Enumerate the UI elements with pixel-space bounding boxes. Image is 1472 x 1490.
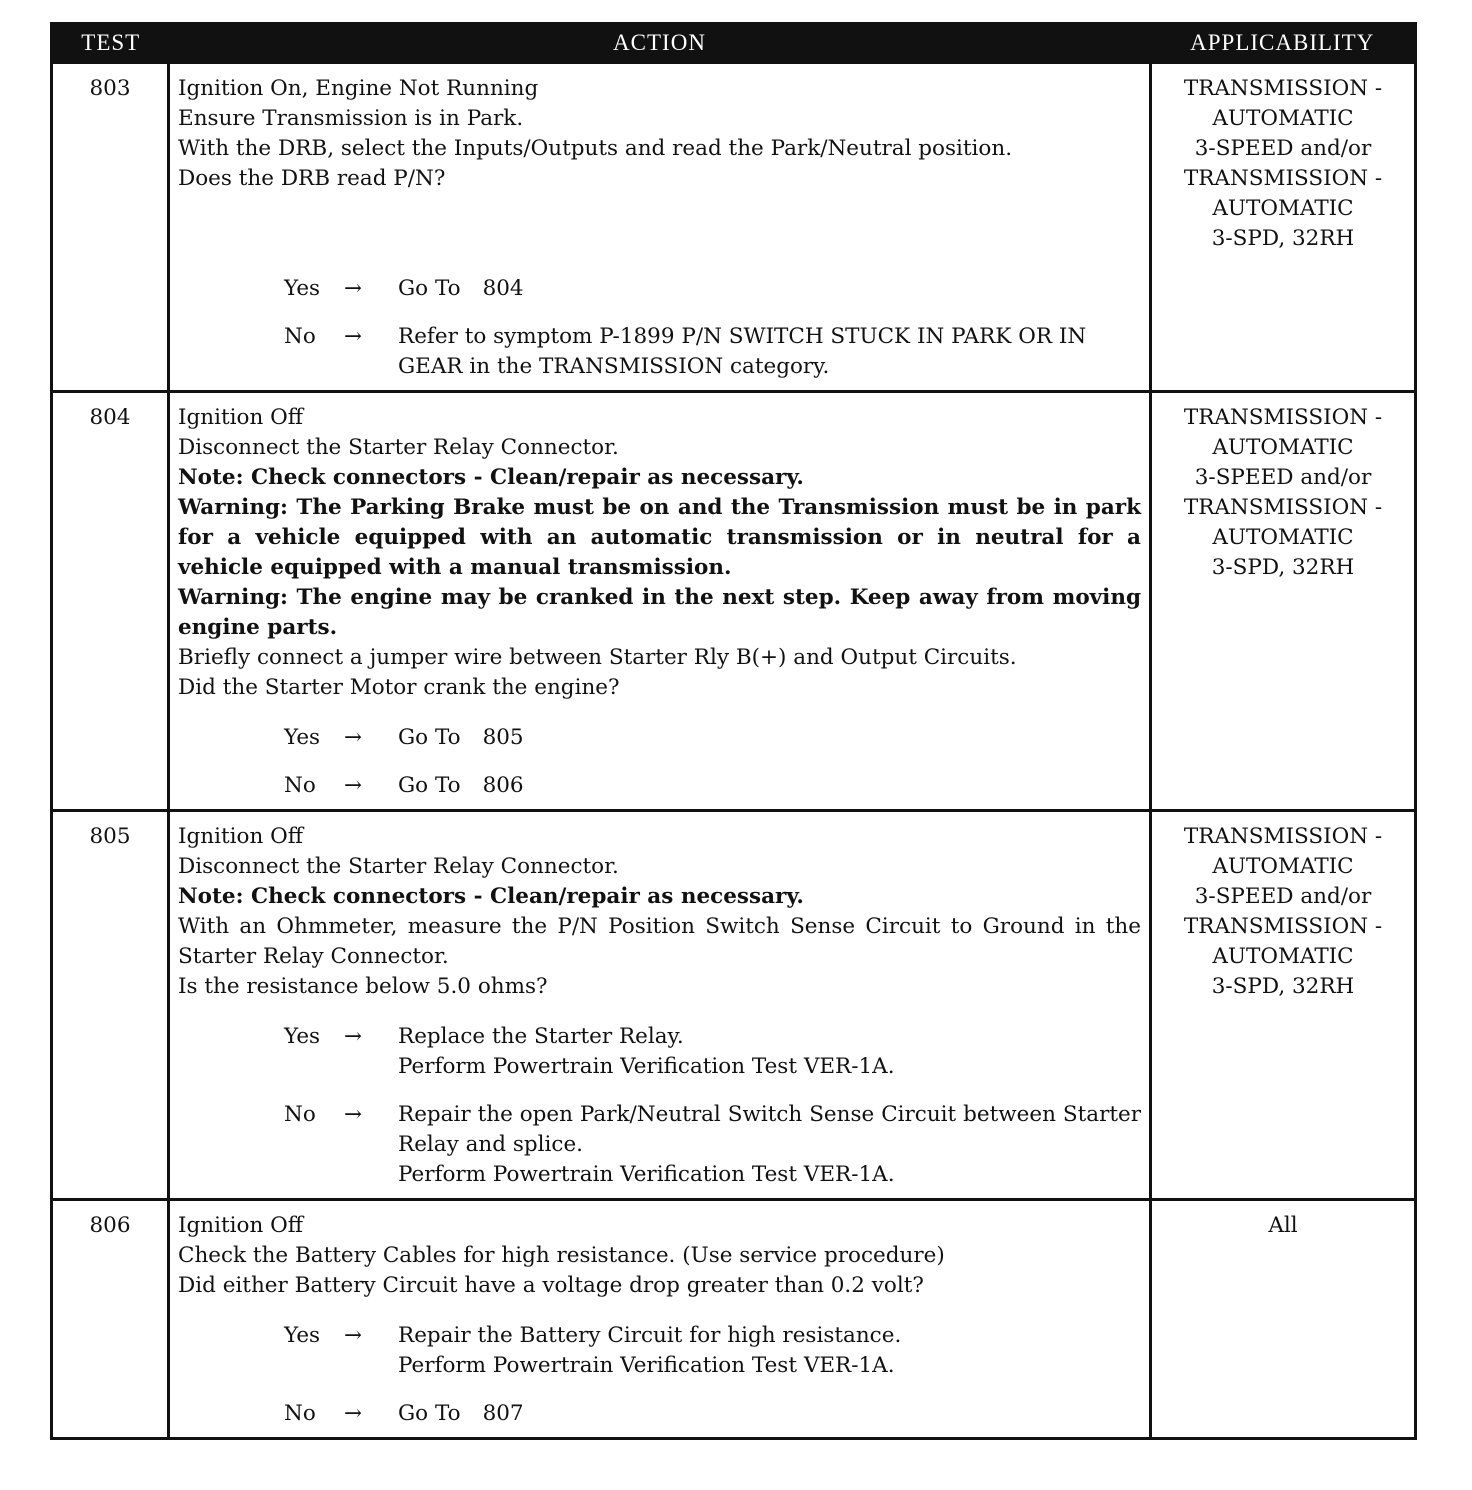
applicability-line: AUTOMATIC bbox=[1212, 944, 1354, 969]
action-line: Is the resistance below 5.0 ohms? bbox=[178, 974, 548, 999]
goto-text: Go To bbox=[398, 773, 461, 798]
arrow-icon: → bbox=[344, 1401, 363, 1426]
outcome-yes bbox=[178, 723, 1141, 753]
outcome-text: Repair the Battery Circuit for high resistance. bbox=[398, 1323, 902, 1348]
no-label: No bbox=[284, 324, 316, 349]
header-applicability: APPLICABILITY bbox=[1151, 24, 1416, 63]
action-line: Disconnect the Starter Relay Connector. bbox=[178, 435, 619, 460]
applicability-cell bbox=[1151, 392, 1416, 811]
arrow-icon: → bbox=[344, 324, 363, 349]
arrow-icon: → bbox=[344, 1024, 363, 1049]
goto-text: Go To bbox=[398, 725, 461, 750]
note-line: Note: Check connectors - Clean/repair as necessary. bbox=[178, 884, 804, 909]
action-line: Ignition Off bbox=[178, 1213, 304, 1238]
outcome-no bbox=[178, 1100, 1141, 1190]
arrow-icon: → bbox=[344, 1323, 363, 1348]
applicability-line: 3-SPD, 32RH bbox=[1211, 226, 1355, 251]
applicability-line: All bbox=[1268, 1213, 1298, 1238]
applicability-line: AUTOMATIC bbox=[1212, 525, 1354, 550]
outcome-text: Replace the Starter Relay. bbox=[398, 1024, 684, 1049]
action-line: With an Ohmmeter, measure the P/N Position Switch Sense Circuit to Ground in the Starter Relay Connector. bbox=[178, 914, 1141, 969]
diagnostic-test-table bbox=[50, 22, 1417, 1440]
outcome-yes bbox=[178, 1321, 1141, 1381]
test-number: 805 bbox=[52, 811, 169, 1200]
table-row-804 bbox=[52, 392, 1416, 811]
action-line: Did either Battery Circuit have a voltage drop greater than 0.2 volt? bbox=[178, 1273, 924, 1298]
outcome-text: Perform Powertrain Verification Test VER-1A. bbox=[398, 1162, 895, 1187]
outcome-text: Perform Powertrain Verification Test VER-1A. bbox=[398, 1054, 895, 1079]
applicability-line: TRANSMISSION - bbox=[1183, 495, 1383, 520]
action-line: Ignition Off bbox=[178, 405, 304, 430]
goto-number: 805 bbox=[482, 725, 524, 750]
action-line: Disconnect the Starter Relay Connector. bbox=[178, 854, 619, 879]
applicability-line: TRANSMISSION - bbox=[1183, 914, 1383, 939]
action-line: Ensure Transmission is in Park. bbox=[178, 106, 524, 131]
yes-label: Yes bbox=[284, 276, 321, 301]
goto-number: 806 bbox=[482, 773, 524, 798]
applicability-line: AUTOMATIC bbox=[1212, 435, 1354, 460]
table-row-806 bbox=[52, 1200, 1416, 1439]
table-row-803 bbox=[52, 63, 1416, 392]
header-test: TEST bbox=[52, 24, 169, 63]
no-label: No bbox=[284, 1102, 316, 1127]
yes-label: Yes bbox=[284, 1024, 321, 1049]
applicability-line: AUTOMATIC bbox=[1212, 854, 1354, 879]
outcome-text: Perform Powertrain Verification Test VER-1A. bbox=[398, 1353, 895, 1378]
goto-number: 804 bbox=[482, 276, 524, 301]
goto-text: Go To bbox=[398, 1401, 461, 1426]
outcome-no bbox=[178, 1399, 1141, 1429]
outcome-no bbox=[178, 322, 1141, 382]
yes-label: Yes bbox=[284, 1323, 321, 1348]
warning-line: Warning: The engine may be cranked in the next step. Keep away from moving engine parts. bbox=[178, 585, 1141, 640]
outcome-text: Refer to symptom P-1899 P/N SWITCH STUCK IN PARK OR IN GEAR in the TRANSMISSION category. bbox=[398, 324, 1087, 379]
no-label: No bbox=[284, 1401, 316, 1426]
action-line: Ignition Off bbox=[178, 824, 304, 849]
applicability-cell bbox=[1151, 811, 1416, 1200]
action-cell bbox=[169, 1200, 1151, 1439]
test-number: 803 bbox=[52, 63, 169, 392]
action-cell bbox=[169, 811, 1151, 1200]
goto-number: 807 bbox=[482, 1401, 524, 1426]
applicability-line: TRANSMISSION - bbox=[1183, 166, 1383, 191]
action-line: Briefly connect a jumper wire between Starter Rly B(+) and Output Circuits. bbox=[178, 645, 1017, 670]
outcome-no bbox=[178, 771, 1141, 801]
test-number: 804 bbox=[52, 392, 169, 811]
arrow-icon: → bbox=[344, 773, 363, 798]
action-line: Ignition On, Engine Not Running bbox=[178, 76, 539, 101]
action-cell bbox=[169, 63, 1151, 392]
table-row-805 bbox=[52, 811, 1416, 1200]
action-line: Did the Starter Motor crank the engine? bbox=[178, 675, 620, 700]
no-label: No bbox=[284, 773, 316, 798]
applicability-line: 3-SPD, 32RH bbox=[1211, 555, 1355, 580]
action-line: With the DRB, select the Inputs/Outputs and read the Park/Neutral position. bbox=[178, 136, 1013, 161]
applicability-line: TRANSMISSION - bbox=[1183, 76, 1383, 101]
applicability-line: 3-SPEED and/or bbox=[1194, 136, 1372, 161]
applicability-line: TRANSMISSION - bbox=[1183, 824, 1383, 849]
goto-text: Go To bbox=[398, 276, 461, 301]
applicability-line: AUTOMATIC bbox=[1212, 106, 1354, 131]
header-action: ACTION bbox=[169, 24, 1151, 63]
action-line: Check the Battery Cables for high resistance. (Use service procedure) bbox=[178, 1243, 945, 1268]
applicability-line: 3-SPEED and/or bbox=[1194, 884, 1372, 909]
arrow-icon: → bbox=[344, 276, 363, 301]
note-line: Note: Check connectors - Clean/repair as necessary. bbox=[178, 465, 804, 490]
yes-label: Yes bbox=[284, 725, 321, 750]
applicability-cell bbox=[1151, 63, 1416, 392]
action-cell bbox=[169, 392, 1151, 811]
applicability-line: AUTOMATIC bbox=[1212, 196, 1354, 221]
table-header-row bbox=[52, 24, 1416, 63]
outcome-text: Repair the open Park/Neutral Switch Sense Circuit between Starter Relay and splice. bbox=[398, 1102, 1141, 1157]
applicability-line: TRANSMISSION - bbox=[1183, 405, 1383, 430]
arrow-icon: → bbox=[344, 725, 363, 750]
warning-line: Warning: The Parking Brake must be on and the Transmission must be in park for a vehicle equipped with an automatic transmission or in neutral for a vehicle equipped with a manual transmission. bbox=[178, 495, 1141, 580]
outcome-yes bbox=[178, 274, 1141, 304]
applicability-line: 3-SPEED and/or bbox=[1194, 465, 1372, 490]
test-number: 806 bbox=[52, 1200, 169, 1439]
applicability-cell bbox=[1151, 1200, 1416, 1439]
arrow-icon: → bbox=[344, 1102, 363, 1127]
action-line: Does the DRB read P/N? bbox=[178, 166, 446, 191]
applicability-line: 3-SPD, 32RH bbox=[1211, 974, 1355, 999]
outcome-yes bbox=[178, 1022, 1141, 1082]
